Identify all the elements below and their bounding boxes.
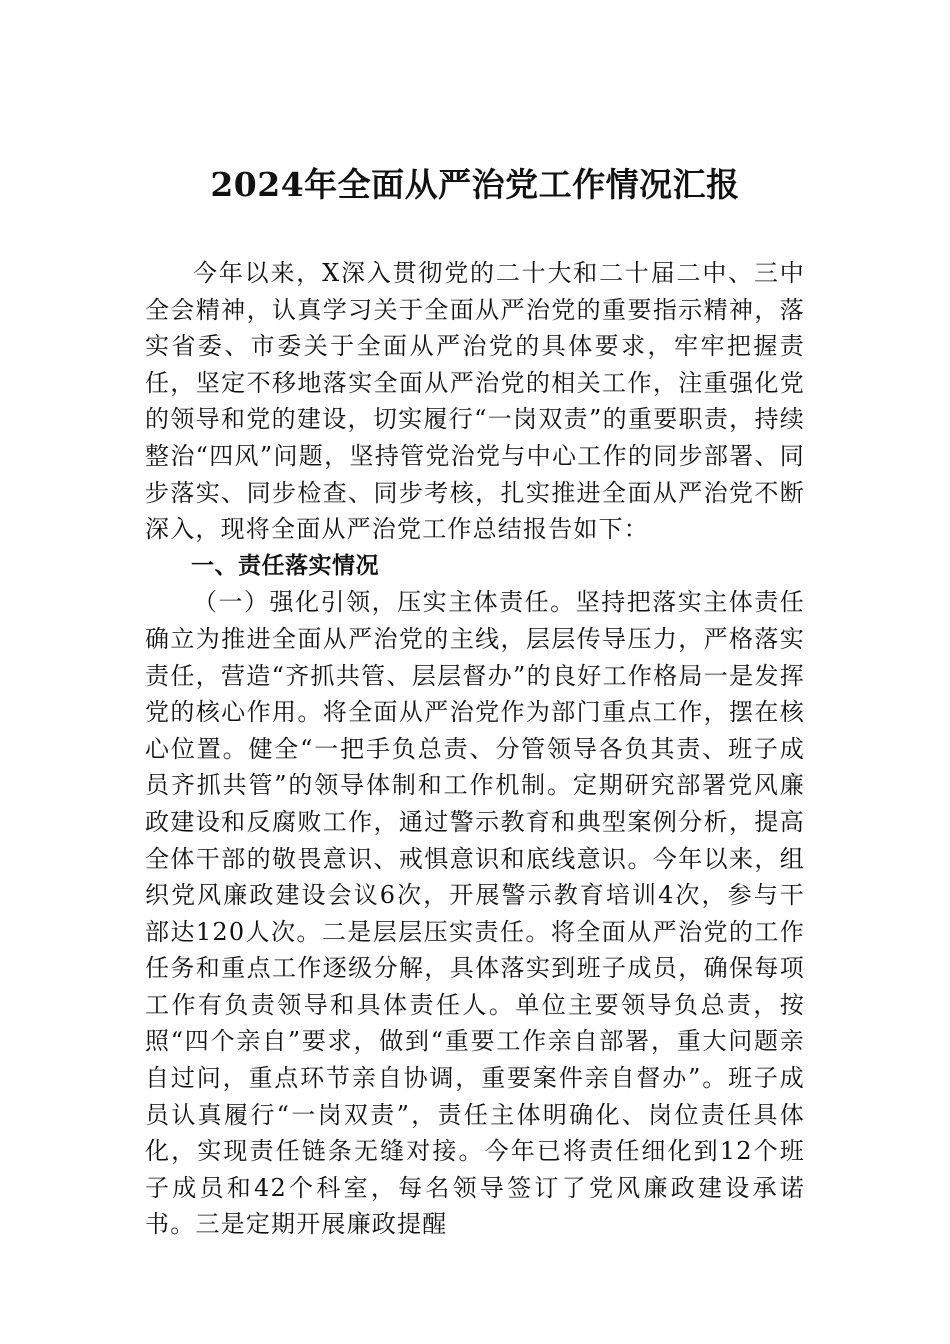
intro-paragraph: 今年以来，X深入贯彻党的二十大和二十届二中、三中全会精神，认真学习关于全面从严治党的重要指示精神，落实省委、市委关于全面从严治党的具体要求，牢牢把握责任，坚定不移地落实全面从严治党的相关工作，注重强化党的领导和党的建设，切实履行“一岗双责”的重要职责，持续整治“四风”问题，坚持管党治党与中心工作的同步部署、同步落实、同步检查、同步考核，扎实推进全面从严治党不断深入，现将全面从严治党工作总结报告如下： xyxy=(145,259,805,544)
document-title: 2024年全面从严治党工作情况汇报 xyxy=(210,165,740,204)
section-heading-responsibility: 一、责任落实情况 xyxy=(191,552,379,579)
section1-paragraph: （一）强化引领，压实主体责任。坚持把落实主体责任确立为推进全面从严治党的主线，层层传导压力，严格落实责任，营造“齐抓共管、层层督办”的良好工作格局一是发挥党的核心作用。将全面从严治党作为部门重点工作，摆在核心位置。健全“一把手负总责、分管领导各负其责、班子成员齐抓共管”的领导体制和工作机制。定期研究部署党风廉政建设和反腐败工作，通过警示教育和典型案例分析，提高全体干部的敬畏意识、戒惧意识和底线意识。今年以来，组织党风廉政建设会议6次，开展警示教育培训4次，参与干部达120人次。二是层层压实责任。将全面从严治党的工作任务和重点工作逐级分解，具体落实到班子成员，确保每项工作有负责领导和具体责任人。单位主要领导负总责，按照“四个亲自”要求，做到“重要工作亲自部署，重大问题亲自过问，重点环节亲自协调，重要案件亲自督办”。班子成员认真履行“一岗双责”，责任主体明确化、岗位责任具体化，实现责任链条无缝对接。今年已将责任细化到12个班子成员和42个科室，每名领导签订了党风廉政建设承诺书。三是定期开展廉政提醒 xyxy=(145,588,805,1239)
document-body xyxy=(145,255,805,1243)
